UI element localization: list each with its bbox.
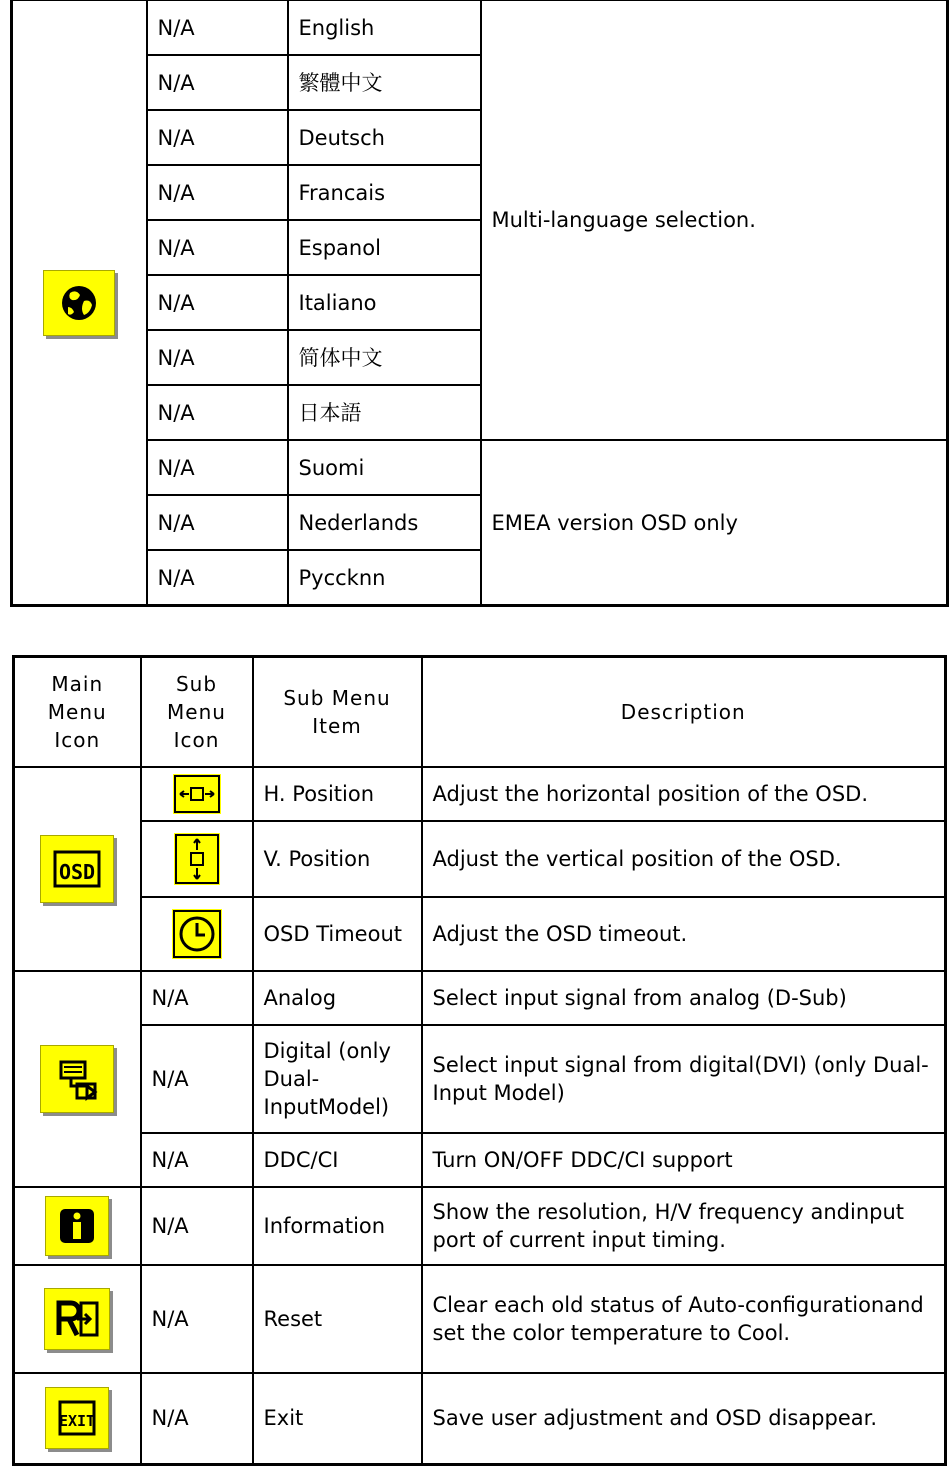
sub-icon-cell: N/A [147, 550, 288, 606]
item-analog: Analog [253, 971, 422, 1025]
header-main-menu-icon: Main Menu Icon [14, 657, 141, 767]
main-icon-cell [14, 971, 141, 1187]
h-position-icon [173, 774, 221, 814]
sub-icon-cell: N/A [147, 55, 288, 110]
table-row [12, 440, 948, 495]
table-row [14, 897, 946, 971]
emea-description: EMEA version OSD only [481, 440, 948, 606]
reset-icon [44, 1288, 110, 1350]
svg-text:OSD: OSD [59, 859, 96, 884]
table-row [14, 1187, 946, 1265]
sub-icon-cell [141, 821, 253, 897]
language-japanese: 日本語 [288, 385, 481, 440]
sub-icon-cell [141, 897, 253, 971]
language-table [10, 0, 949, 607]
language-nederlands: Nederlands [288, 495, 481, 550]
osd-icon [40, 835, 114, 903]
header-description: Description [422, 657, 946, 767]
table-row [14, 971, 946, 1025]
item-h-position: H. Position [253, 767, 422, 821]
description: Save user adjustment and OSD disappear. [422, 1373, 946, 1465]
v-position-icon [174, 833, 220, 885]
table-row [14, 767, 946, 821]
main-icon-cell [14, 1187, 141, 1265]
language-espanol: Espanol [288, 220, 481, 275]
table-row [12, 0, 948, 55]
sub-icon-cell: N/A [147, 0, 288, 55]
sub-icon-cell: N/A [141, 1187, 253, 1265]
sub-icon-cell: N/A [141, 1133, 253, 1187]
header-sub-menu-icon: Sub Menu Icon [141, 657, 253, 767]
exit-icon [45, 1387, 109, 1449]
sub-icon-cell: N/A [147, 275, 288, 330]
header-row [14, 657, 946, 767]
sub-icon-cell: N/A [147, 385, 288, 440]
sub-icon-cell: N/A [141, 1025, 253, 1133]
table-row [14, 1373, 946, 1465]
description: Show the resolution, H/V frequency andinput port of current input timing. [422, 1187, 946, 1265]
description: Adjust the vertical position of the OSD. [422, 821, 946, 897]
language-suomi: Suomi [288, 440, 481, 495]
sub-icon-cell: N/A [147, 440, 288, 495]
multi-language-description: Multi-language selection. [481, 0, 948, 440]
main-icon-cell [14, 1373, 141, 1465]
header-sub-menu-item: Sub Menu Item [253, 657, 422, 767]
main-icon-cell [14, 767, 141, 971]
item-reset: Reset [253, 1265, 422, 1373]
item-digital: Digital (only Dual-InputModel) [253, 1025, 422, 1133]
svg-text:EXIT: EXIT [59, 1412, 96, 1431]
sub-icon-cell: N/A [147, 110, 288, 165]
sub-icon-cell [141, 767, 253, 821]
sub-icon-cell: N/A [147, 220, 288, 275]
globe-icon [43, 270, 115, 336]
language-italiano: Italiano [288, 275, 481, 330]
item-information: Information [253, 1187, 422, 1265]
description: Select input signal from digital(DVI) (only Dual-Input Model) [422, 1025, 946, 1133]
sub-icon-cell: N/A [147, 330, 288, 385]
language-simplified-chinese: 简体中文 [288, 330, 481, 385]
main-icon-cell [12, 0, 147, 606]
language-francais: Francais [288, 165, 481, 220]
language-russian: Pyccknn [288, 550, 481, 606]
sub-icon-cell: N/A [141, 971, 253, 1025]
clock-icon [172, 909, 222, 959]
sub-icon-cell: N/A [147, 165, 288, 220]
table-row [14, 1265, 946, 1373]
osd-menu-table [12, 655, 947, 1466]
input-source-icon [40, 1045, 114, 1113]
language-english: English [288, 0, 481, 55]
sub-icon-cell: N/A [141, 1265, 253, 1373]
description: Clear each old status of Auto-configurationand set the color temperature to Cool. [422, 1265, 946, 1373]
table-row [14, 1133, 946, 1187]
description: Adjust the OSD timeout. [422, 897, 946, 971]
description: Select input signal from analog (D-Sub) [422, 971, 946, 1025]
language-traditional-chinese: 繁體中文 [288, 55, 481, 110]
item-exit: Exit [253, 1373, 422, 1465]
information-icon [45, 1196, 109, 1256]
description: Turn ON/OFF DDC/CI support [422, 1133, 946, 1187]
description: Adjust the horizontal position of the OSD. [422, 767, 946, 821]
sub-icon-cell: N/A [141, 1373, 253, 1465]
table-row [14, 1025, 946, 1133]
sub-icon-cell: N/A [147, 495, 288, 550]
item-osd-timeout: OSD Timeout [253, 897, 422, 971]
item-v-position: V. Position [253, 821, 422, 897]
language-deutsch: Deutsch [288, 110, 481, 165]
table-row [14, 821, 946, 897]
item-ddc-ci: DDC/CI [253, 1133, 422, 1187]
main-icon-cell [14, 1265, 141, 1373]
